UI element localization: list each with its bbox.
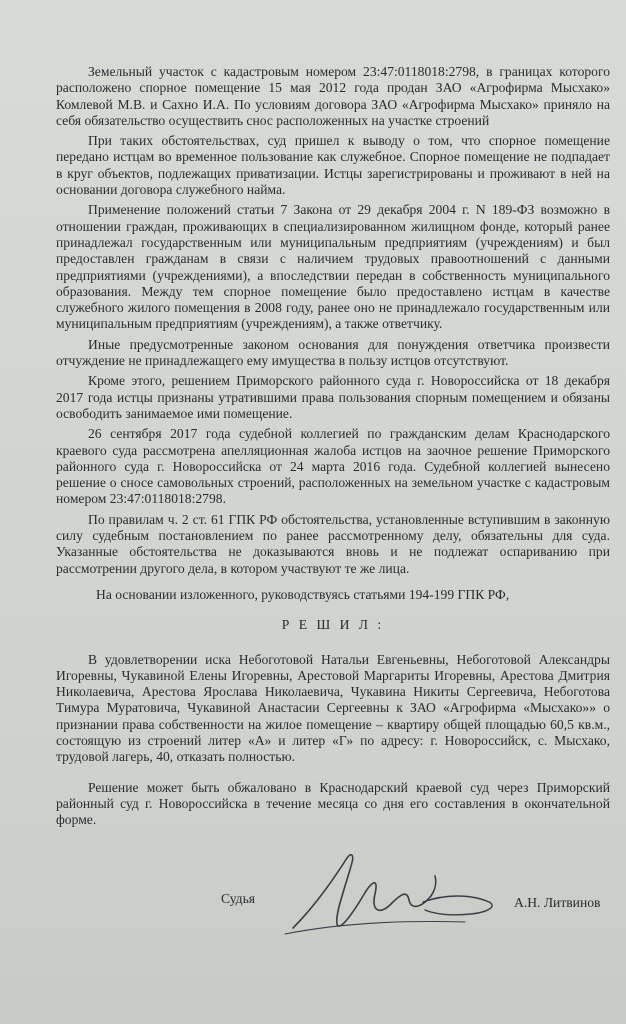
paragraph-other-grounds: Иные предусмотренные законом основания для понуждения ответчика произвести отчуждение не принадлежащего ему имущества в пользу истцов отсутствуют. [56, 336, 610, 369]
resolution-text: В удовлетворении иска Небоготовой Натальи Евгеньевны, Небоготовой Александры Игоревны, Чукавиной Елены Игоревны, Арестовой Маргариты Игоревны, Арестова Дмитрия Николаевича, Арестова Ярослава Николаевича, Чукавина Никиты Сергеевича, Небоготова Тимура Муратовича, Чукавиной Анастасии Сергеевны к ЗАО «Агрофирма «Мысхако»» о признании права собственности на жилое помещение – квартиру общей площадью 60,5 кв.м., состоящую из строений литер «А» и литер «Г» по адресу: г. Новороссийск, с. Мысхако, трудовой лагерь, 40, отказать полностью. [56, 651, 610, 765]
judge-signature [275, 836, 505, 946]
judge-title: Судья [221, 891, 256, 906]
paragraph-prior-decision: Кроме этого, решением Приморского районного суда г. Новороссийска от 18 декабря 2017 года истцы признаны утратившими права пользования спорным помещением и обязаны освободить занимаемое ими помещение. [56, 373, 610, 421]
paragraph-prejudice-rule: По правилам ч. 2 ст. 61 ГПК РФ обстоятельства, установленные вступившим в законную силу судебным постановлением по ранее рассмотренному делу, обязательны для суда. Указанные обстоятельства не доказываются вновь и не подлежат оспариванию при рассмотрении другого дела, в котором участвуют те же лица. [56, 511, 610, 576]
paragraph-appeal-review: 26 сентября 2017 года судебной коллегией по гражданским делам Краснодарского краевого суда рассмотрена апелляционная жалоба истцов на заочное решение Приморского районного суда г. Новороссийска от 24 марта 2016 года. Судебной коллегией вынесено решение о сносе самовольных строений, расположенных на земельном участке с кадастровым номером 23:47:0118018:2798. [56, 426, 610, 507]
judge-name: А.Н. Литвинов [514, 895, 601, 910]
paragraph-law-application: Применение положений статьи 7 Закона от 29 декабря 2004 г. N 189-ФЗ возможно в отношении граждан, проживающих в специализированном жилищном фонде, который ранее принадлежал государственным или муниципальным предприятиям (учреждениям) и был предоставлен гражданам в связи с наличием трудовых правоотношений с данными предприятиями (учреждениями), а впоследствии передан в собственность муниципального образования. Между тем спорное помещение было предоставлено истцам в качестве служебного жилого помещения в 2008 году, ранее оно не принадлежало государственным или муниципальным предприятиям (учреждениям), а также ответчику. [56, 202, 610, 332]
resolved-heading: Р Е Ш И Л : [281, 617, 385, 633]
appeal-notice: Решение может быть обжаловано в Краснодарский краевой суд через Приморский районный суд г. Новороссийска в течение месяца со дня его составления в окончательной форме. [56, 779, 610, 828]
basis-statement: На основании изложенного, руководствуясь статьями 194-199 ГПК РФ, [96, 586, 510, 602]
paragraph-land-plot: Земельный участок с кадастровым номером 23:47:0118018:2798, в границах которого расположено спорное помещение 15 мая 2012 года продан ЗАО «Агрофирма Мысхако» Комлевой М.В. и Сахно И.А. По условиям договора ЗАО «Агрофирма Мысхако» приняло на себя обязательство осуществить снос расположенных на участке строений [56, 64, 610, 128]
paragraph-court-conclusion: При таких обстоятельствах, суд пришел к выводу о том, что спорное помещение передано истцам во временное пользование как служебное. Спорное помещение не подпадает в круг объектов, подлежащих приватизации. Истцы зарегистрированы и проживают в ней на основании договора служебного найма. [56, 133, 610, 198]
document-body [56, 64, 610, 832]
